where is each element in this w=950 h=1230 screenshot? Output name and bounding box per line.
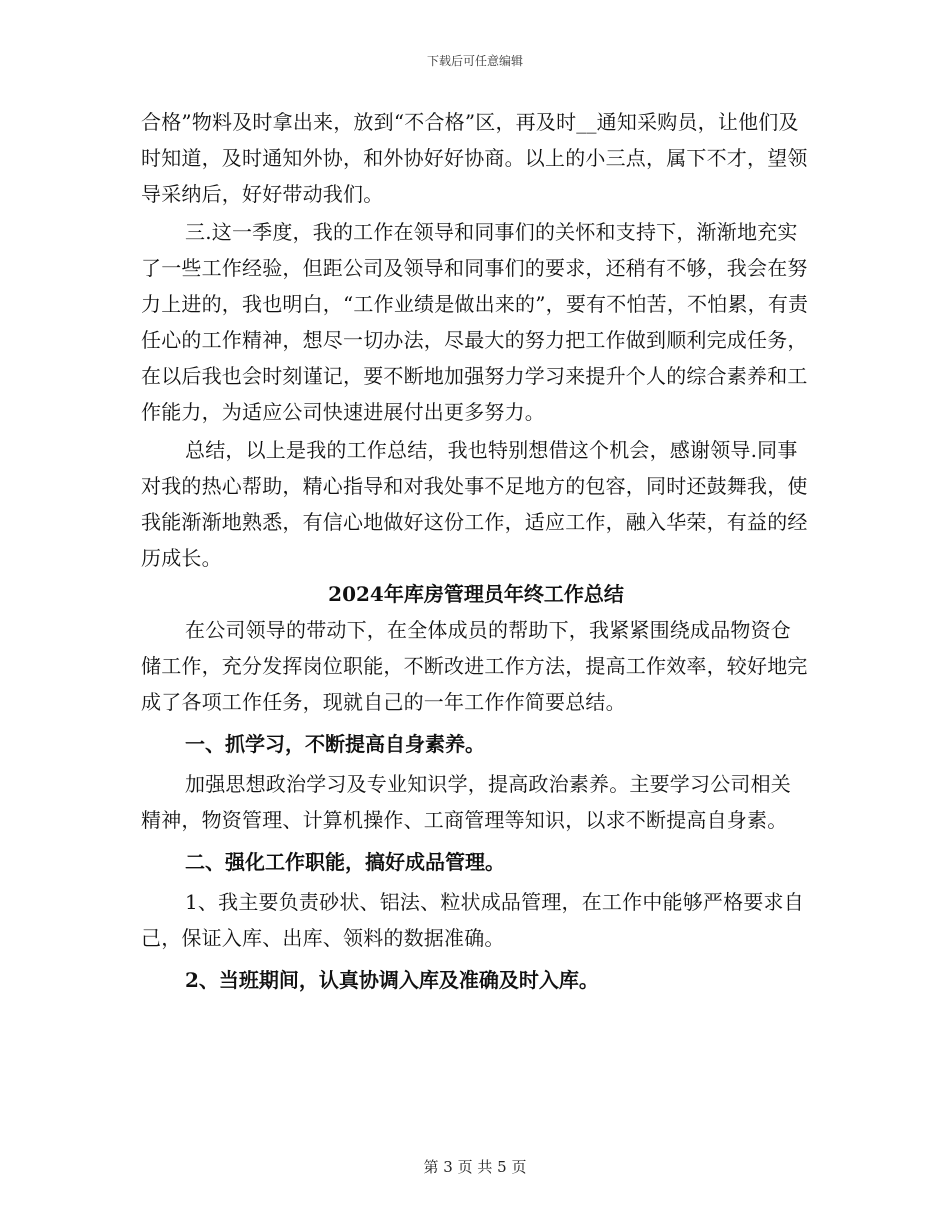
paragraph-study: 加强思想政治学习及专业知识学，提高政治素养。主要学习公司相关精神，物资管理、计算机操作、工商管理等知识，以求不断提高自身素。 — [141, 772, 791, 832]
page-footer: 第 3 页 共 5 页 — [423, 1158, 527, 1176]
document-title: 2024年库房管理员年终工作总结 — [328, 582, 624, 606]
paragraph-section-three: 三.这一季度，我的工作在领导和同事们的关怀和支持下，渐渐地充实了一些工作经验，但距公司及领导和同事们的要求，还稍有不够，我会在努力上进的，我也明白，“工作业绩是做出来的”，要有不怕苦，不怕累，有责任心的工作精神，想尽一切办法，尽最大的努力把工作做到顺利完成任务，在以后我也会时刻谨记，要不断地加强努力学习来提升个人的综合素养和工作能力，为适应公司快速进展付出更多努力。 — [141, 220, 809, 424]
paragraph-summary: 总结，以上是我的工作总结，我也特别想借这个机会，感谢领导.同事对我的热心帮助，精心指导和对我处事不足地方的包容，同时还鼓舞我，使我能渐渐地熟悉，有信心地做好这份工作，适应工作，融入华荣，有益的经历成长。 — [141, 438, 808, 570]
paragraph-intro: 在公司领导的带动下，在全体成员的帮助下，我紧紧围绕成品物资仓储工作，充分发挥岗位职能，不断改进工作方法，提高工作效率，较好地完成了各项工作任务，现就自己的一年工作作简要总结。 — [141, 618, 808, 714]
paragraph-continued: 合格”物料及时拿出来，放到“不合格”区，再及时__通知采购员，让他们及时知道，及时通知外协，和外协好好协商。以上的小三点，属下不才，望领导采纳后，好好带动我们。 — [141, 110, 808, 206]
heading-duties: 二、强化工作职能，搞好成品管理。 — [185, 850, 505, 874]
page-header: 下载后可任意编辑 — [426, 54, 523, 68]
paragraph-duties: 1、我主要负责砂状、铝法、粒状成品管理，在工作中能够严格要求自己，保证入库、出库、领料的数据准确。 — [141, 890, 804, 950]
document-body — [141, 104, 811, 1002]
heading-shift: 2、当班期间，认真协调入库及准确及时入库。 — [185, 968, 599, 992]
heading-study: 一、抓学习，不断提高自身素养。 — [185, 732, 485, 756]
